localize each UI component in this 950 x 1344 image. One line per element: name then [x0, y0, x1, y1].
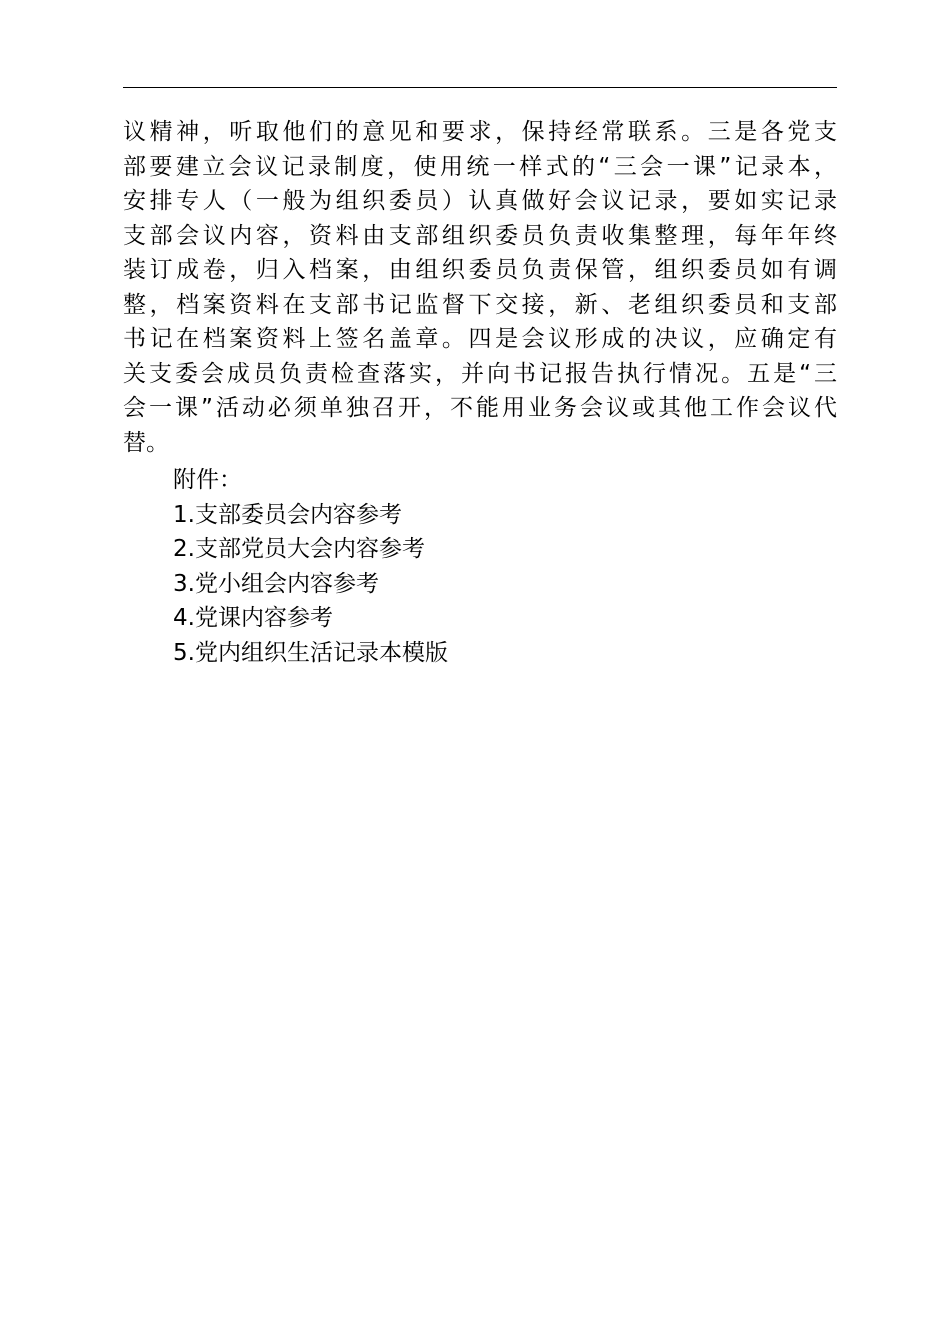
paragraph-line: 关支委会成员负责检查落实，并向书记报告执行情况。五是“三 [123, 360, 837, 387]
paragraph-line: 安排专人（一般为组织委员）认真做好会议记录，要如实记录 [123, 188, 837, 214]
paragraph-line: 部要建立会议记录制度，使用统一样式的“三会一课”记录本， [123, 153, 837, 180]
attachment-item: 1.支部委员会内容参考 [173, 501, 402, 528]
paragraph-line: 书记在档案资料上签名盖章。四是会议形成的决议，应确定有 [123, 326, 837, 352]
attachment-item: 5.党内组织生活记录本模版 [173, 639, 448, 666]
header-rule [123, 87, 837, 88]
attachment-item: 4.党课内容参考 [173, 605, 333, 631]
body-paragraph [123, 115, 837, 460]
paragraph-line: 整，档案资料在支部书记监督下交接，新、老组织委员和支部 [123, 291, 837, 318]
attachments-heading: 附件： [173, 467, 242, 493]
paragraph-line: 支部会议内容，资料由支部组织委员负责收集整理，每年年终 [123, 222, 837, 249]
paragraph-line: 替。 [123, 429, 169, 456]
paragraph-line: 议精神，听取他们的意见和要求，保持经常联系。三是各党支 [123, 119, 837, 145]
paragraph-line: 会一课”活动必须单独召开，不能用业务会议或其他工作会议代 [123, 395, 837, 421]
attachment-item: 3.党小组会内容参考 [173, 570, 379, 597]
attachments-list [173, 463, 773, 670]
attachment-item: 2.支部党员大会内容参考 [173, 536, 425, 562]
paragraph-line: 装订成卷，归入档案，由组织委员负责保管，组织委员如有调 [123, 257, 837, 283]
